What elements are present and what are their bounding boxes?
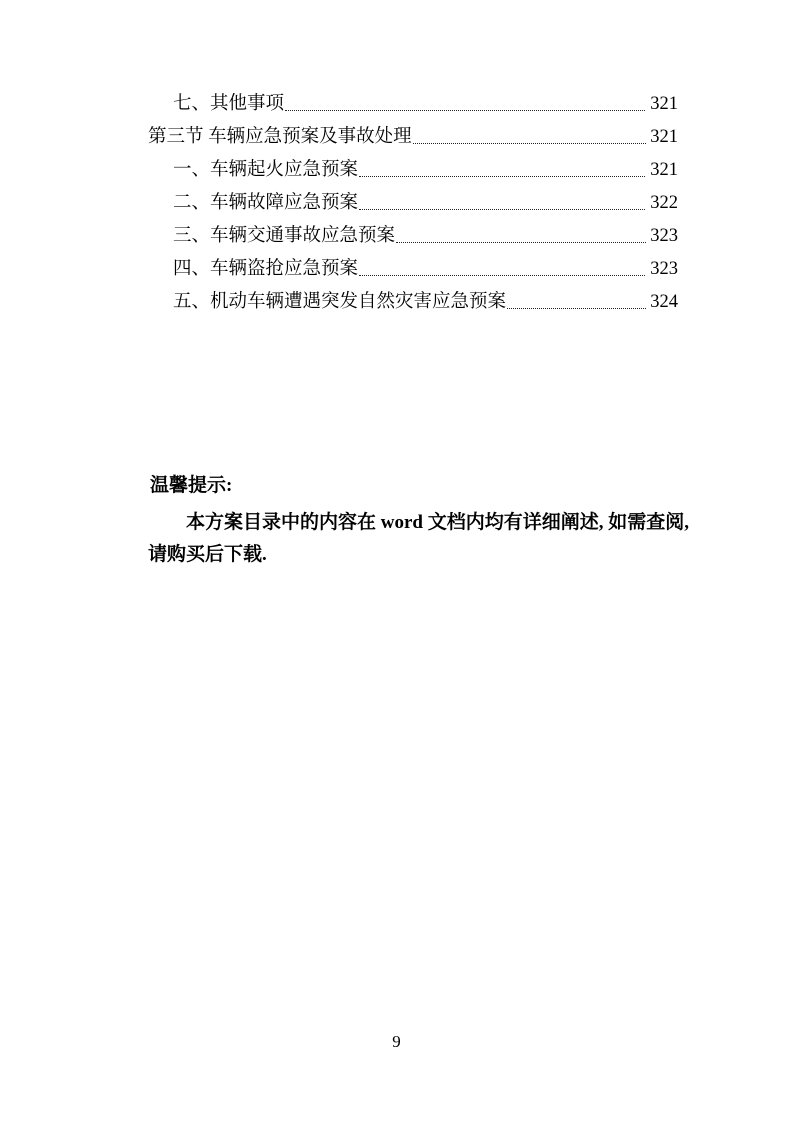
toc-entry-title: 四、车辆盗抢应急预案 xyxy=(173,259,359,279)
toc-entry[interactable] xyxy=(118,161,678,180)
toc-leader-dots xyxy=(413,131,647,144)
toc-leader-dots xyxy=(507,296,646,309)
toc-entry-title: 七、其他事项 xyxy=(173,94,285,114)
toc-entry-page: 322 xyxy=(650,193,678,213)
toc-leader-dots xyxy=(285,98,645,111)
toc-entry[interactable] xyxy=(118,194,678,213)
toc-entry-title: 五、机动车辆遭遇突发自然灾害应急预案 xyxy=(173,292,507,312)
toc-entry[interactable] xyxy=(118,260,678,279)
toc-entry-title: 第三节 车辆应急预案及事故处理 xyxy=(148,127,412,147)
toc-entry-title: 三、车辆交通事故应急预案 xyxy=(173,226,396,246)
toc-entry[interactable] xyxy=(118,128,678,147)
toc-entry-page: 321 xyxy=(650,160,678,180)
toc-entry-page: 321 xyxy=(650,127,678,147)
toc-entry-page: 321 xyxy=(650,94,678,114)
page-number-footer: 9 xyxy=(392,1032,401,1051)
toc-leader-dots xyxy=(396,230,646,243)
table-of-contents xyxy=(118,95,678,326)
notice-title: 温馨提示: xyxy=(150,475,233,496)
toc-entry-page: 324 xyxy=(650,292,678,312)
toc-entry-page: 323 xyxy=(650,259,678,279)
notice-block xyxy=(150,470,690,570)
toc-entry-title: 一、车辆起火应急预案 xyxy=(173,160,359,180)
toc-entry[interactable] xyxy=(118,95,678,114)
toc-entry[interactable] xyxy=(118,227,678,246)
toc-leader-dots xyxy=(359,197,645,210)
toc-leader-dots xyxy=(359,263,645,276)
toc-leader-dots xyxy=(359,164,645,177)
notice-body: 本方案目录中的内容在 word 文档内均有详细阐述, 如需查阅, 请购买后下载. xyxy=(148,512,689,565)
toc-entry[interactable] xyxy=(118,293,678,312)
toc-entry-page: 323 xyxy=(650,226,678,246)
toc-entry-title: 二、车辆故障应急预案 xyxy=(173,193,359,213)
